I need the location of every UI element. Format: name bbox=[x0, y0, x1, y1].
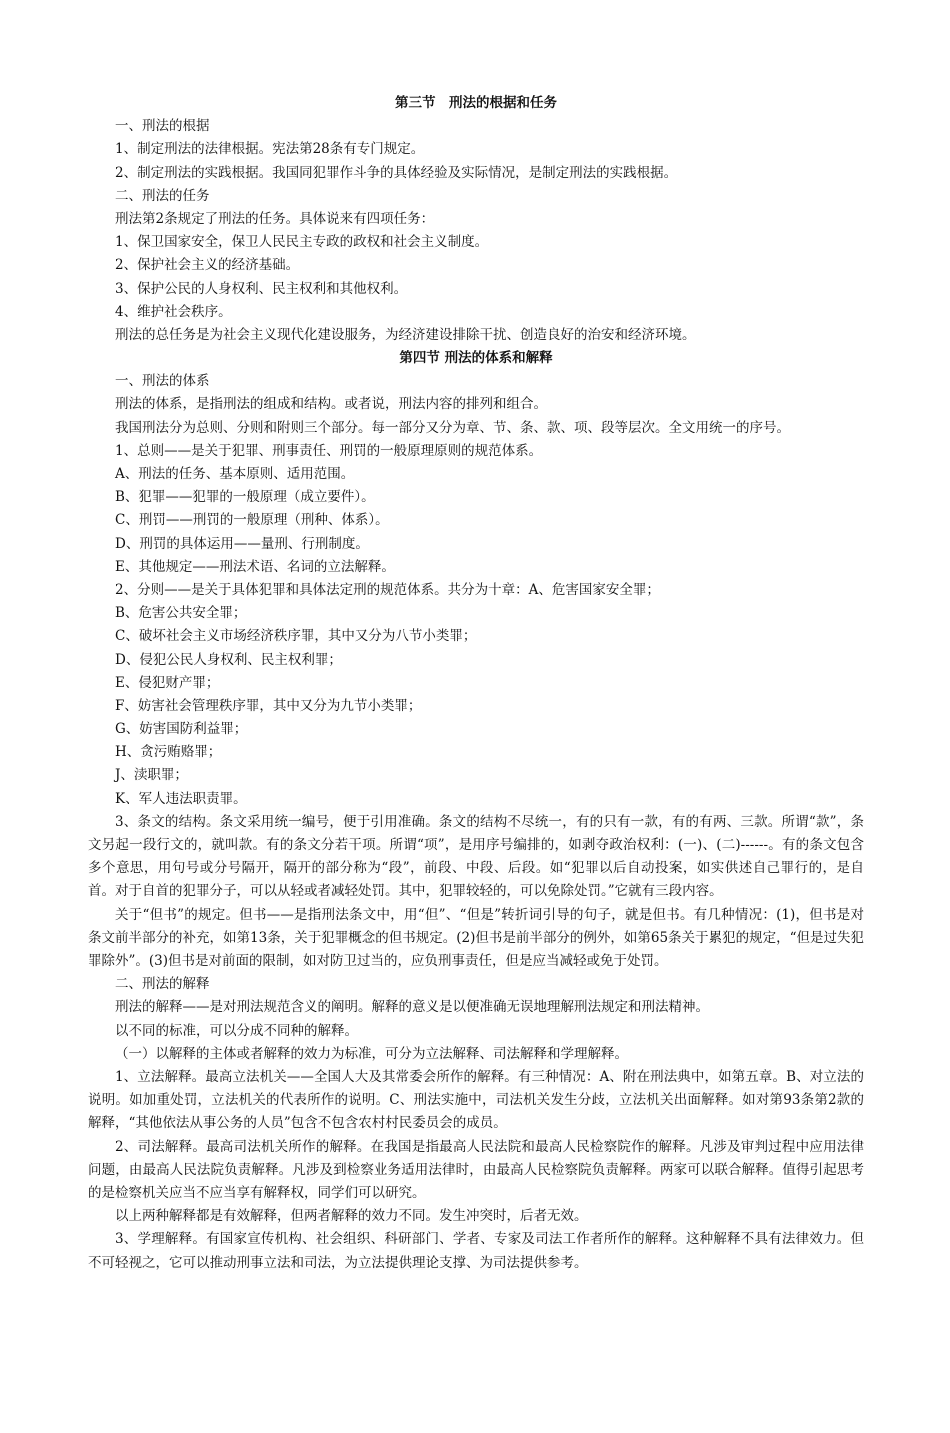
section-4-heading: 第四节 刑法的体系和解释 bbox=[399, 350, 553, 367]
text-line: 4、维护社会秩序。 bbox=[115, 303, 232, 320]
text-line: 一、刑法的体系 bbox=[115, 373, 210, 390]
paragraph-interpretation-effect: 以上两种解释都是有效解释，但两者解释的效力不同。发生冲突时，后者无效。 bbox=[115, 1208, 588, 1225]
text-line: 2、分则——是关于具体犯罪和具体法定刑的规范体系。共分为十章：A、危害国家安全罪； bbox=[115, 581, 660, 598]
text-line: C、破坏社会主义市场经济秩序罪，其中又分为八节小类罪； bbox=[115, 628, 477, 645]
paragraph-legislative-interpretation: 1、立法解释。最高立法机关——全国人大及其常委会所作的解释。有三种情况：A、附在刑法典中，如第五章。B、对立法的说明。如加重处罚，立法机关的代表所作的说明。C、刑法实施中，司法机关发生分歧，立法机关出面解释。如对第93条第2款的解释，“其他依法从事公务的人员”包含不包含农村村民委员会的成员。 bbox=[88, 1068, 864, 1132]
text-line: K、军人违法职责罪。 bbox=[115, 790, 247, 807]
text-line: 刑法的总任务是为社会主义现代化建设服务，为经济建设排除干扰、创造良好的治安和经济环境。 bbox=[115, 326, 696, 343]
text-line: 刑法第2条规定了刑法的任务。具体说来有四项任务： bbox=[115, 210, 435, 227]
text-line: 一、刑法的根据 bbox=[115, 118, 210, 135]
paragraph-proviso: 关于“但书”的规定。但书——是指刑法条文中，用“但”、“但是”转折词引导的句子，就是但书。有几种情况：(1)，但书是对条文前半部分的补充，如第13条，关于犯罪概念的但书规定。(2)但书是前半部分的例外，如第65条关于累犯的规定，“但是过失犯罪除外”。(3)但书是对前面的限制，如对防卫过当的，应负刑事责任，但是应当减轻或免于处罚。 bbox=[88, 906, 864, 970]
paragraph-article-structure: 3、条文的结构。条文采用统一编号，便于引用准确。条文的结构不尽统一，有的只有一款，有的有两、三款。所谓“款”，条文另起一段行文的，就叫款。有的条文分若干项。所谓“项”，是用序号编排的，如剥夺政治权利：(一)、(二)------。有的条文包含多个意思，用句号或分号隔开，隔开的部分称为“段”，前段、中段、后段。如“犯罪以后自动投案，如实供述自己罪行的，是自首。对于自首的犯罪分子，可以从轻或者减轻处罚。其中，犯罪较轻的，可以免除处罚。”它就有三段内容。 bbox=[88, 813, 864, 900]
text-line: D、侵犯公民人身权利、民主权利罪； bbox=[115, 651, 342, 668]
text-line: H、贪污贿赂罪； bbox=[115, 744, 222, 761]
text-line: E、侵犯财产罪； bbox=[115, 674, 220, 691]
text-line: 1、总则——是关于犯罪、刑事责任、刑罚的一般原理原则的规范体系。 bbox=[115, 442, 543, 459]
text-line: C、刑罚——刑罚的一般原理（刑种、体系）。 bbox=[115, 512, 389, 529]
text-line: G、妨害国防利益罪； bbox=[115, 721, 248, 738]
text-line: 1、制定刑法的法律根据。宪法第28条有专门规定。 bbox=[115, 141, 425, 158]
text-line: 我国刑法分为总则、分则和附则三个部分。每一部分又分为章、节、条、款、项、段等层次。全文用统一的序号。 bbox=[115, 419, 790, 436]
text-line: 二、刑法的任务 bbox=[115, 187, 210, 204]
text-line: 刑法的体系，是指刑法的组成和结构。或者说，刑法内容的排列和组合。 bbox=[115, 396, 547, 413]
document-page bbox=[88, 92, 864, 1275]
text-line: A、刑法的任务、基本原则、适用范围。 bbox=[115, 466, 355, 482]
text-line: J、渎职罪； bbox=[115, 767, 188, 784]
text-line: 以不同的标准，可以分成不同种的解释。 bbox=[115, 1022, 358, 1039]
text-line: F、妨害社会管理秩序罪，其中又分为九节小类罪； bbox=[115, 697, 422, 714]
text-line: 二、刑法的解释 bbox=[115, 976, 210, 993]
text-line: B、犯罪——犯罪的一般原理（成立要件）。 bbox=[115, 489, 375, 506]
text-line: 1、保卫国家安全，保卫人民民主专政的政权和社会主义制度。 bbox=[115, 234, 489, 251]
text-line: 刑法的解释——是对刑法规范含义的阐明。解释的意义是以便准确无误地理解刑法规定和刑法精神。 bbox=[115, 999, 709, 1016]
paragraph-judicial-interpretation: 2、司法解释。最高司法机关所作的解释。在我国是指最高人民法院和最高人民检察院作的解释。凡涉及审判过程中应用法律问题，由最高人民法院负责解释。凡涉及到检察业务适用法律时，由最高人民检察院负责解释。两家可以联合解释。值得引起思考的是检察机关应当不应当享有解释权，同学们可以研究。 bbox=[88, 1138, 864, 1201]
text-line: E、其他规定——刑法术语、名词的立法解释。 bbox=[115, 558, 395, 575]
section-3-heading: 第三节 刑法的根据和任务 bbox=[395, 95, 557, 111]
text-line: 3、保护公民的人身权利、民主权利和其他权利。 bbox=[115, 280, 408, 297]
paragraph-doctrinal-interpretation: 3、学理解释。有国家宣传机构、社会组织、科研部门、学者、专家及司法工作者所作的解释。这种解释不具有法律效力。但不可轻视之，它可以推动刑事立法和司法，为立法提供理论支撑、为司法提供参考。 bbox=[88, 1231, 864, 1271]
text-line: B、危害公共安全罪； bbox=[115, 605, 247, 622]
text-line: D、刑罚的具体运用——量刑、行刑制度。 bbox=[115, 535, 369, 552]
text-line: 2、制定刑法的实践根据。我国同犯罪作斗争的具体经验及实际情况，是制定刑法的实践根据。 bbox=[115, 164, 678, 181]
text-line: （一）以解释的主体或者解释的效力为标准，可分为立法解释、司法解释和学理解释。 bbox=[115, 1045, 628, 1062]
text-line: 2、保护社会主义的经济基础。 bbox=[115, 257, 300, 274]
